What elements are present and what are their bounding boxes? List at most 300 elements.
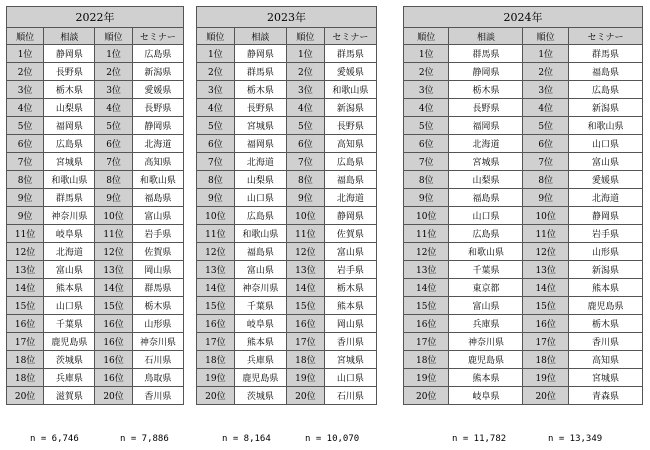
consult-prefecture-cell: 滋賀県 [44,387,95,405]
table-row [197,225,377,243]
seminar-rank-cell: 7位 [286,153,324,171]
consult-prefecture-cell: 福岡県 [44,117,95,135]
consult-prefecture-cell: 長野県 [234,99,286,117]
consult-prefecture-cell: 北海道 [449,135,523,153]
table-row [404,99,643,117]
table-row [197,243,377,261]
table-row [404,117,643,135]
table-row [7,171,184,189]
table-row [404,297,643,315]
consult-rank-cell: 7位 [404,153,449,171]
seminar-rank-cell: 8位 [286,171,324,189]
table-row [404,243,643,261]
col-header-rank: 順位 [7,28,44,45]
consult-rank-cell: 8位 [404,171,449,189]
consult-rank-cell: 9位 [7,189,44,207]
table-row [197,261,377,279]
consult-prefecture-cell: 富山県 [234,261,286,279]
seminar-prefecture-cell: 富山県 [568,153,642,171]
consult-prefecture-cell: 北海道 [234,153,286,171]
table-row [7,225,184,243]
seminar-rank-cell: 17位 [523,333,568,351]
consult-rank-cell: 6位 [404,135,449,153]
seminar-prefecture-cell: 佐賀県 [132,243,183,261]
consult-prefecture-cell: 静岡県 [234,45,286,63]
seminar-prefecture-cell: 高知県 [568,351,642,369]
seminar-prefecture-cell: 福島県 [568,63,642,81]
seminar-prefecture-cell: 長野県 [324,117,376,135]
table-row [197,171,377,189]
col-header-rank: 順位 [404,28,449,45]
seminar-rank-cell: 4位 [286,99,324,117]
seminar-rank-cell: 16位 [95,333,132,351]
consult-prefecture-cell: 栃木県 [449,81,523,99]
seminar-prefecture-cell: 山口県 [568,135,642,153]
table-row [404,279,643,297]
consult-rank-cell: 13位 [7,261,44,279]
table-row [404,63,643,81]
seminar-rank-cell: 11位 [523,225,568,243]
seminar-prefecture-cell: 熊本県 [324,297,376,315]
consult-rank-cell: 1位 [197,45,235,63]
seminar-prefecture-cell: 富山県 [132,207,183,225]
consult-rank-cell: 8位 [7,171,44,189]
table-row [7,63,184,81]
table-row [7,153,184,171]
consult-rank-cell: 12位 [197,243,235,261]
consult-prefecture-cell: 宮城県 [44,153,95,171]
consult-prefecture-cell: 宮城県 [449,153,523,171]
table-row [7,333,184,351]
seminar-rank-cell: 9位 [523,189,568,207]
consult-rank-cell: 20位 [197,387,235,405]
consult-rank-cell: 14位 [404,279,449,297]
consult-rank-cell: 3位 [404,81,449,99]
consult-prefecture-cell: 岐阜県 [44,225,95,243]
seminar-prefecture-cell: 岡山県 [324,315,376,333]
consult-prefecture-cell: 富山県 [449,297,523,315]
table-row [404,189,643,207]
table-row [197,207,377,225]
seminar-prefecture-cell: 北海道 [132,135,183,153]
seminar-rank-cell: 1位 [286,45,324,63]
table-row [404,81,643,99]
col-header-rank: 順位 [286,28,324,45]
seminar-rank-cell: 19位 [523,369,568,387]
consult-rank-cell: 7位 [7,153,44,171]
seminar-rank-cell: 13位 [95,261,132,279]
consult-rank-cell: 8位 [197,171,235,189]
table-row [197,99,377,117]
seminar-prefecture-cell: 群馬県 [324,45,376,63]
seminar-rank-cell: 2位 [286,63,324,81]
seminar-rank-cell: 5位 [95,117,132,135]
table-row [197,117,377,135]
consult-rank-cell: 3位 [197,81,235,99]
seminar-prefecture-cell: 青森県 [568,387,642,405]
consult-prefecture-cell: 山口県 [449,207,523,225]
seminar-rank-cell: 18位 [523,351,568,369]
col-header-consult: 相談 [449,28,523,45]
seminar-prefecture-cell: 香川県 [568,333,642,351]
table-row [404,225,643,243]
consult-rank-cell: 12位 [404,243,449,261]
col-header-seminar: セミナー [132,28,183,45]
seminar-prefecture-cell: 山形県 [568,243,642,261]
seminar-rank-cell: 16位 [95,315,132,333]
consult-prefecture-cell: 鹿児島県 [44,333,95,351]
seminar-rank-cell: 14位 [95,279,132,297]
consult-rank-cell: 19位 [197,369,235,387]
year-title: 2022年 [7,7,184,28]
seminar-prefecture-cell: 群馬県 [132,279,183,297]
seminar-rank-cell: 16位 [95,351,132,369]
consult-prefecture-cell: 兵庫県 [234,351,286,369]
seminar-rank-cell: 5位 [523,117,568,135]
seminar-rank-cell: 10位 [286,207,324,225]
consult-rank-cell: 14位 [197,279,235,297]
consult-rank-cell: 15位 [197,297,235,315]
table-row [7,261,184,279]
seminar-rank-cell: 6位 [286,135,324,153]
seminar-rank-cell: 5位 [286,117,324,135]
seminar-rank-cell: 12位 [286,243,324,261]
consult-rank-cell: 10位 [404,207,449,225]
seminar-prefecture-cell: 北海道 [568,189,642,207]
table-row [197,189,377,207]
seminar-rank-cell: 2位 [523,63,568,81]
consult-count-2022: n = 6,746 [30,434,79,444]
consult-rank-cell: 17位 [404,333,449,351]
consult-prefecture-cell: 熊本県 [449,369,523,387]
col-header-seminar: セミナー [568,28,642,45]
ranking-panel-2024 [403,6,643,405]
seminar-rank-cell: 10位 [523,207,568,225]
table-row [7,189,184,207]
seminar-prefecture-cell: 香川県 [324,333,376,351]
table-row [404,315,643,333]
consult-prefecture-cell: 長野県 [449,99,523,117]
table-row [7,99,184,117]
consult-prefecture-cell: 鹿児島県 [449,351,523,369]
table-row [404,135,643,153]
table-row [7,45,184,63]
consult-rank-cell: 5位 [197,117,235,135]
seminar-rank-cell: 1位 [523,45,568,63]
seminar-count-2022: n = 7,886 [120,434,169,444]
consult-prefecture-cell: 富山県 [44,261,95,279]
seminar-prefecture-cell: 宮城県 [568,369,642,387]
seminar-rank-cell: 4位 [95,99,132,117]
seminar-rank-cell: 20位 [95,387,132,405]
col-header-seminar: セミナー [324,28,376,45]
seminar-prefecture-cell: 栃木県 [324,279,376,297]
consult-rank-cell: 1位 [404,45,449,63]
seminar-prefecture-cell: 新潟県 [132,63,183,81]
consult-rank-cell: 18位 [7,369,44,387]
seminar-rank-cell: 7位 [95,153,132,171]
seminar-rank-cell: 9位 [286,189,324,207]
ranking-table [196,6,377,405]
consult-prefecture-cell: 茨城県 [44,351,95,369]
seminar-rank-cell: 16位 [95,369,132,387]
consult-prefecture-cell: 千葉県 [234,297,286,315]
seminar-prefecture-cell: 新潟県 [568,99,642,117]
seminar-rank-cell: 1位 [95,45,132,63]
seminar-prefecture-cell: 静岡県 [324,207,376,225]
seminar-prefecture-cell: 富山県 [324,243,376,261]
consult-rank-cell: 11位 [404,225,449,243]
seminar-rank-cell: 14位 [523,279,568,297]
consult-prefecture-cell: 神奈川県 [234,279,286,297]
consult-rank-cell: 20位 [404,387,449,405]
consult-rank-cell: 12位 [7,243,44,261]
consult-rank-cell: 3位 [7,81,44,99]
consult-count-2023: n = 8,164 [222,434,271,444]
seminar-prefecture-cell: 広島県 [568,81,642,99]
ranking-table [403,6,643,405]
consult-prefecture-cell: 山梨県 [449,171,523,189]
consult-rank-cell: 16位 [197,315,235,333]
consult-prefecture-cell: 和歌山県 [449,243,523,261]
consult-prefecture-cell: 千葉県 [449,261,523,279]
consult-rank-cell: 20位 [7,387,44,405]
consult-prefecture-cell: 山梨県 [234,171,286,189]
col-header-consult: 相談 [44,28,95,45]
consult-rank-cell: 16位 [7,315,44,333]
table-row [7,297,184,315]
consult-rank-cell: 2位 [404,63,449,81]
seminar-prefecture-cell: 北海道 [324,189,376,207]
seminar-rank-cell: 4位 [523,99,568,117]
consult-rank-cell: 9位 [197,189,235,207]
table-row [197,63,377,81]
consult-prefecture-cell: 静岡県 [449,63,523,81]
seminar-prefecture-cell: 和歌山県 [324,81,376,99]
consult-prefecture-cell: 福島県 [234,243,286,261]
seminar-prefecture-cell: 静岡県 [132,117,183,135]
consult-rank-cell: 4位 [7,99,44,117]
seminar-rank-cell: 14位 [286,279,324,297]
seminar-prefecture-cell: 広島県 [324,153,376,171]
seminar-rank-cell: 20位 [523,387,568,405]
consult-prefecture-cell: 山口県 [234,189,286,207]
consult-rank-cell: 9位 [7,207,44,225]
consult-prefecture-cell: 東京都 [449,279,523,297]
consult-rank-cell: 7位 [197,153,235,171]
table-row [7,315,184,333]
consult-rank-cell: 2位 [7,63,44,81]
consult-rank-cell: 15位 [7,297,44,315]
consult-rank-cell: 2位 [197,63,235,81]
consult-prefecture-cell: 栃木県 [234,81,286,99]
seminar-prefecture-cell: 福島県 [132,189,183,207]
consult-rank-cell: 18位 [197,351,235,369]
consult-prefecture-cell: 広島県 [234,207,286,225]
seminar-prefecture-cell: 新潟県 [568,261,642,279]
seminar-prefecture-cell: 熊本県 [568,279,642,297]
consult-prefecture-cell: 福岡県 [449,117,523,135]
consult-prefecture-cell: 茨城県 [234,387,286,405]
consult-rank-cell: 5位 [404,117,449,135]
seminar-prefecture-cell: 和歌山県 [132,171,183,189]
seminar-prefecture-cell: 岩手県 [568,225,642,243]
seminar-prefecture-cell: 和歌山県 [568,117,642,135]
seminar-rank-cell: 20位 [286,387,324,405]
table-row [197,45,377,63]
consult-prefecture-cell: 広島県 [44,135,95,153]
seminar-rank-cell: 8位 [95,171,132,189]
consult-prefecture-cell: 千葉県 [44,315,95,333]
col-header-rank: 順位 [197,28,235,45]
consult-rank-cell: 10位 [197,207,235,225]
consult-rank-cell: 11位 [197,225,235,243]
table-row [404,387,643,405]
table-row [7,81,184,99]
seminar-prefecture-cell: 愛媛県 [568,171,642,189]
table-row [7,243,184,261]
seminar-prefecture-cell: 岡山県 [132,261,183,279]
consult-prefecture-cell: 兵庫県 [44,369,95,387]
seminar-prefecture-cell: 静岡県 [568,207,642,225]
consult-prefecture-cell: 和歌山県 [44,171,95,189]
consult-prefecture-cell: 群馬県 [449,45,523,63]
consult-prefecture-cell: 宮城県 [234,117,286,135]
seminar-prefecture-cell: 高知県 [132,153,183,171]
seminar-prefecture-cell: 香川県 [132,387,183,405]
table-row [404,261,643,279]
seminar-rank-cell: 17位 [286,333,324,351]
consult-rank-cell: 4位 [197,99,235,117]
consult-rank-cell: 6位 [197,135,235,153]
seminar-rank-cell: 16位 [523,315,568,333]
col-header-rank: 順位 [523,28,568,45]
seminar-rank-cell: 15位 [95,297,132,315]
consult-rank-cell: 13位 [197,261,235,279]
seminar-prefecture-cell: 山口県 [324,369,376,387]
seminar-rank-cell: 6位 [523,135,568,153]
table-body [197,45,377,405]
seminar-prefecture-cell: 群馬県 [568,45,642,63]
seminar-rank-cell: 10位 [95,207,132,225]
table-row [7,387,184,405]
table-row [404,207,643,225]
consult-prefecture-cell: 群馬県 [44,189,95,207]
ranking-panel-2022 [6,6,184,405]
seminar-rank-cell: 11位 [286,225,324,243]
consult-prefecture-cell: 群馬県 [234,63,286,81]
table-row [197,369,377,387]
consult-prefecture-cell: 熊本県 [234,333,286,351]
consult-prefecture-cell: 福島県 [449,189,523,207]
consult-rank-cell: 13位 [404,261,449,279]
table-body [7,45,184,405]
year-title: 2023年 [197,7,377,28]
seminar-count-2023: n = 10,070 [305,434,360,444]
table-row [404,153,643,171]
table-row [197,135,377,153]
seminar-rank-cell: 8位 [523,171,568,189]
seminar-prefecture-cell: 愛媛県 [132,81,183,99]
seminar-rank-cell: 6位 [95,135,132,153]
seminar-rank-cell: 13位 [286,261,324,279]
seminar-prefecture-cell: 石川県 [324,387,376,405]
consult-count-2024: n = 11,782 [452,434,507,444]
consult-rank-cell: 9位 [404,189,449,207]
seminar-rank-cell: 3位 [523,81,568,99]
seminar-rank-cell: 3位 [286,81,324,99]
consult-prefecture-cell: 神奈川県 [44,207,95,225]
table-row [197,315,377,333]
seminar-rank-cell: 7位 [523,153,568,171]
consult-rank-cell: 17位 [7,333,44,351]
col-header-consult: 相談 [234,28,286,45]
consult-rank-cell: 18位 [404,351,449,369]
consult-rank-cell: 15位 [404,297,449,315]
consult-rank-cell: 16位 [404,315,449,333]
table-row [7,369,184,387]
consult-prefecture-cell: 福岡県 [234,135,286,153]
col-header-rank: 順位 [95,28,132,45]
seminar-rank-cell: 9位 [95,189,132,207]
consult-rank-cell: 4位 [404,99,449,117]
ranking-panel-2023 [196,6,377,405]
consult-prefecture-cell: 鹿児島県 [234,369,286,387]
consult-prefecture-cell: 岐阜県 [234,315,286,333]
seminar-rank-cell: 16位 [286,315,324,333]
table-row [7,279,184,297]
consult-prefecture-cell: 栃木県 [44,81,95,99]
seminar-prefecture-cell: 広島県 [132,45,183,63]
table-row [404,171,643,189]
table-row [404,45,643,63]
table-row [197,351,377,369]
seminar-rank-cell: 3位 [95,81,132,99]
seminar-rank-cell: 15位 [523,297,568,315]
consult-rank-cell: 11位 [7,225,44,243]
consult-prefecture-cell: 兵庫県 [449,315,523,333]
seminar-prefecture-cell: 山形県 [132,315,183,333]
consult-rank-cell: 17位 [197,333,235,351]
consult-prefecture-cell: 神奈川県 [449,333,523,351]
seminar-prefecture-cell: 長野県 [132,99,183,117]
seminar-prefecture-cell: 佐賀県 [324,225,376,243]
seminar-prefecture-cell: 愛媛県 [324,63,376,81]
seminar-prefecture-cell: 鳥取県 [132,369,183,387]
table-row [7,135,184,153]
consult-rank-cell: 6位 [7,135,44,153]
seminar-prefecture-cell: 石川県 [132,351,183,369]
table-row [197,279,377,297]
seminar-rank-cell: 18位 [286,351,324,369]
year-title: 2024年 [404,7,643,28]
seminar-prefecture-cell: 岩手県 [324,261,376,279]
table-row [197,153,377,171]
consult-prefecture-cell: 北海道 [44,243,95,261]
seminar-rank-cell: 15位 [286,297,324,315]
seminar-rank-cell: 11位 [95,225,132,243]
consult-rank-cell: 18位 [7,351,44,369]
consult-prefecture-cell: 山口県 [44,297,95,315]
seminar-rank-cell: 13位 [523,261,568,279]
consult-rank-cell: 14位 [7,279,44,297]
consult-prefecture-cell: 広島県 [449,225,523,243]
table-row [404,333,643,351]
seminar-prefecture-cell: 栃木県 [568,315,642,333]
consult-prefecture-cell: 静岡県 [44,45,95,63]
table-row [7,207,184,225]
seminar-rank-cell: 12位 [95,243,132,261]
